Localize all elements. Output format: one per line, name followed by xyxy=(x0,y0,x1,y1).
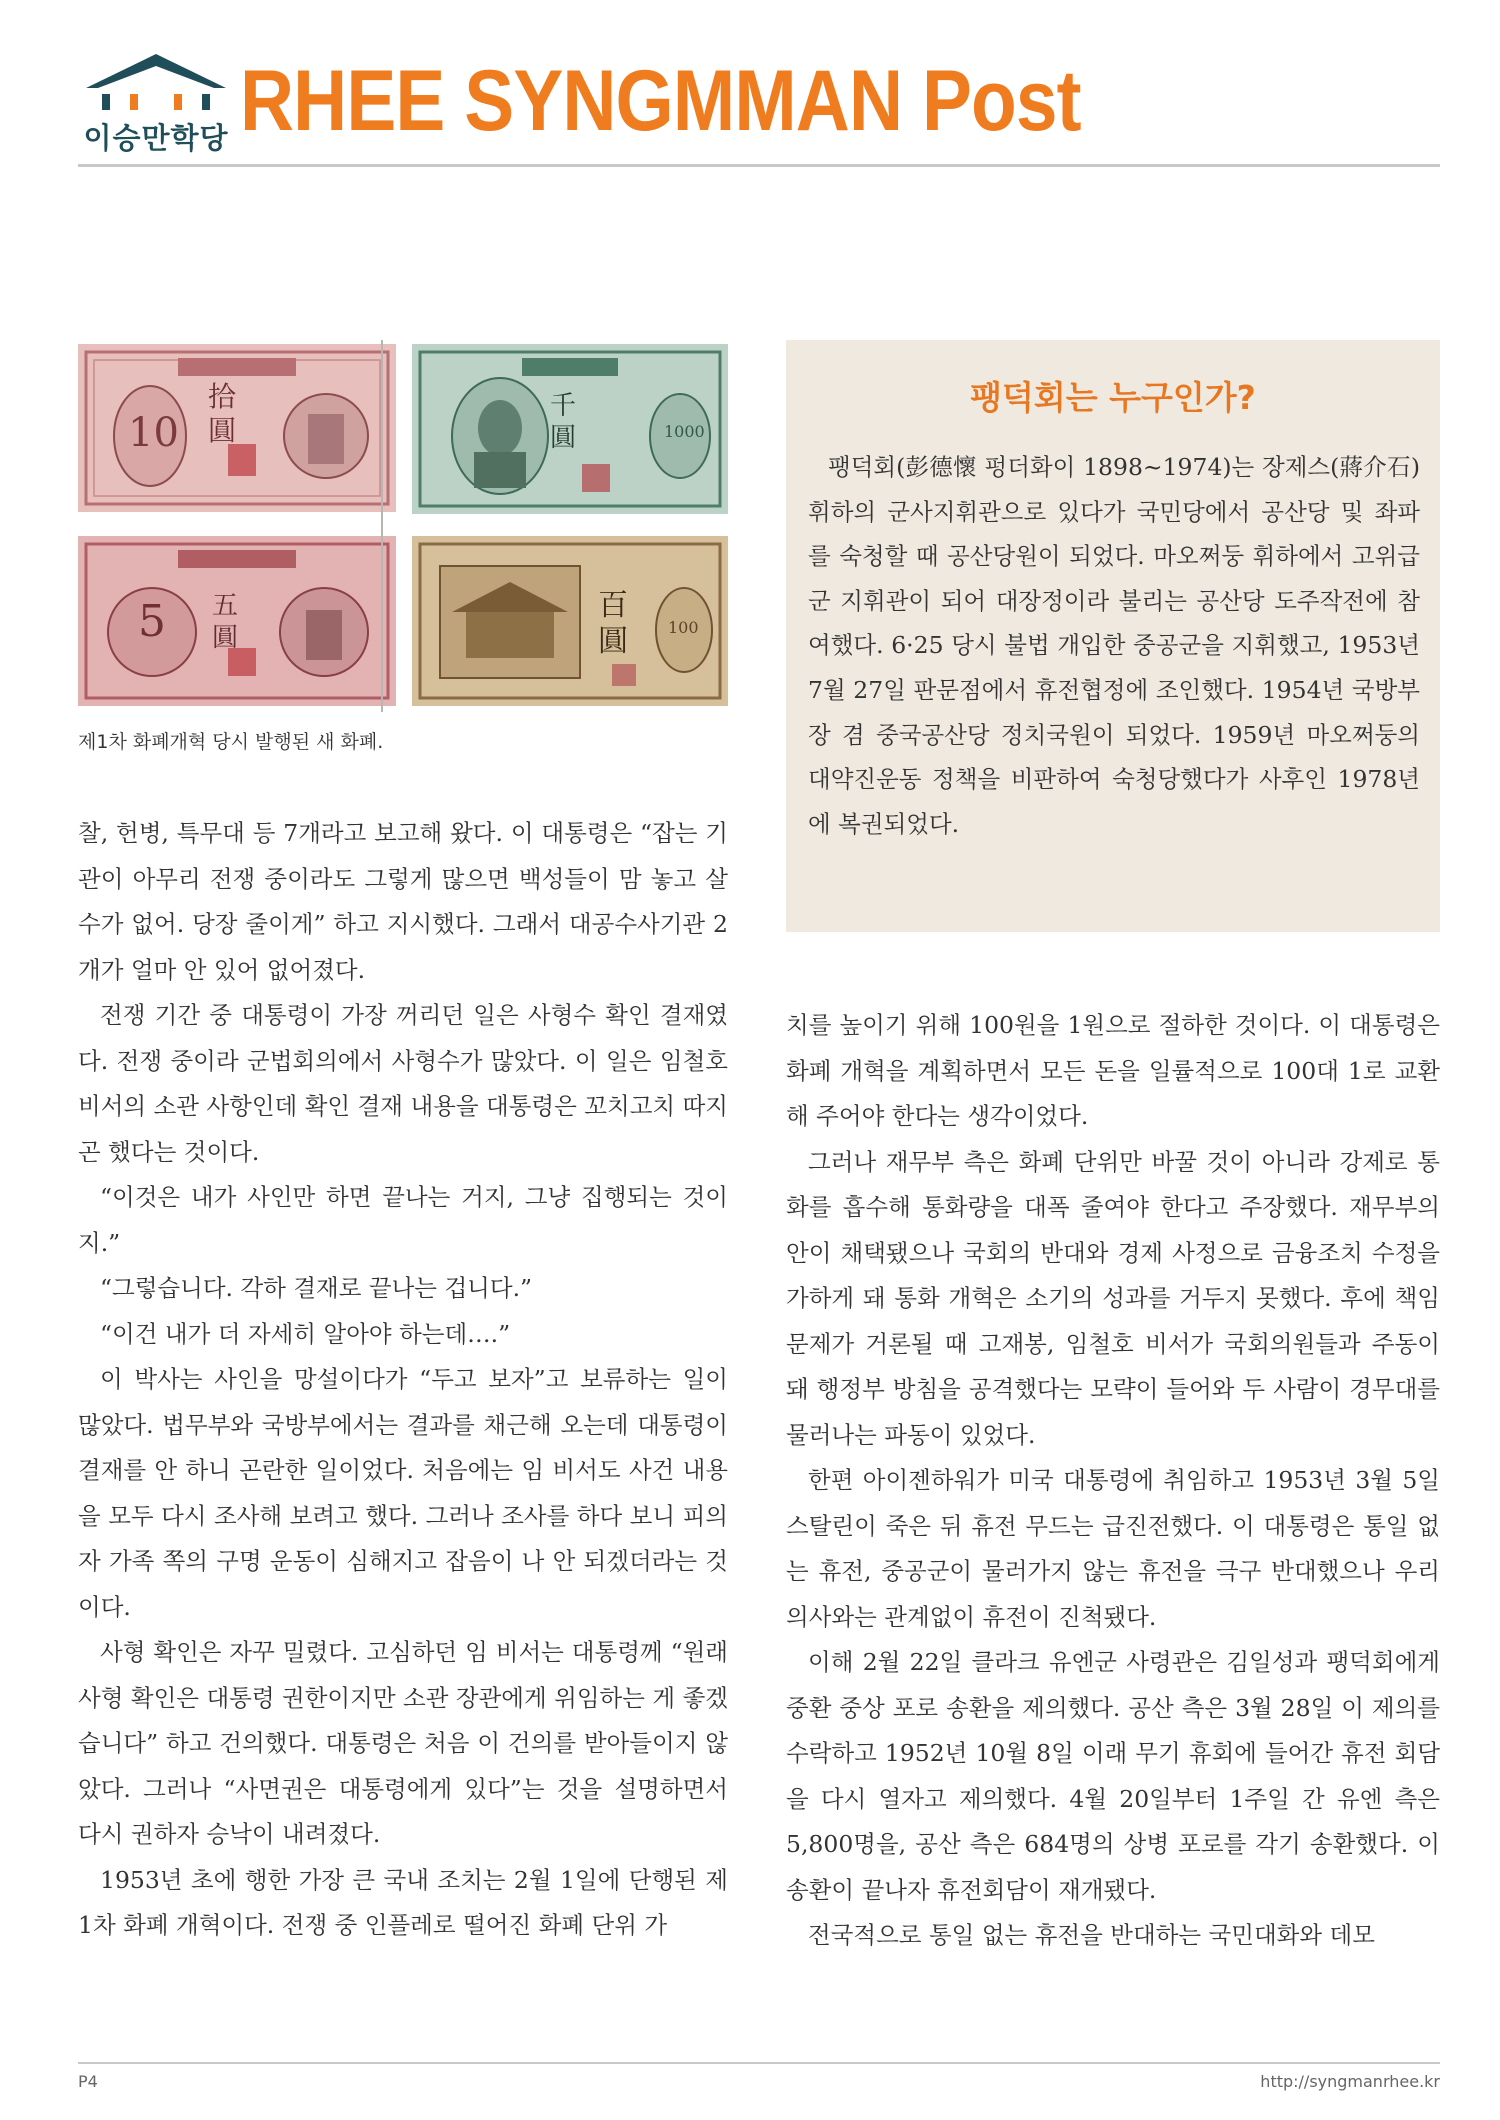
article-right-column xyxy=(786,1003,1440,1959)
photo-caption: 제1차 화폐개혁 당시 발행된 새 화폐. xyxy=(78,731,384,753)
paragraph: 그러나 재무부 측은 화폐 단위만 바꿀 것이 아니라 강제로 통화를 흡수해 통화량을 대폭 줄여야 한다고 주장했다. 재무부의 안이 채택됐으나 국회의 반대와 경제 사정으로 금융조치 수정을 가하게 돼 통화 개혁은 소기의 성과를 거두지 못했다. 후에 책임 문제가 거론될 때 고재봉, 임철호 비서가 국회의원들과 주동이 돼 행정부 방침을 공격했다는 모략이 들어와 두 사람이 경무대를 물러나는 파동이 있었다. xyxy=(786,1147,1440,1449)
paragraph: 찰, 헌병, 특무대 등 7개라고 보고해 왔다. 이 대통령은 “잡는 기관이 아무리 전쟁 중이라도 그렇게 많으면 백성들이 맘 놓고 살 수가 없어. 당장 줄이게” 하고 지시했다. 그래서 대공수사기관 2개가 얼마 안 있어 없어졌다. xyxy=(78,819,728,984)
banknote-100-value: 100 xyxy=(668,618,699,637)
paragraph: 전쟁 기간 중 대통령이 가장 꺼리던 일은 사형수 확인 결재였다. 전쟁 중이라 군법회의에서 사형수가 많았다. 이 일은 임철호 비서의 소관 사항인데 확인 결재 내용을 대통령은 꼬치고치 따지곤 했다는 것이다. xyxy=(78,1001,728,1166)
banknote-100-hanja: 百圓 xyxy=(598,588,628,659)
paragraph: “그렇습니다. 각하 결재로 끝나는 겁니다.” xyxy=(100,1274,533,1302)
paragraph: 한편 아이젠하워가 미국 대통령에 취임하고 1953년 3월 5일 스탈린이 죽은 뒤 휴전 무드는 급진전했다. 이 대통령은 통일 없는 휴전, 중공군이 물러가지 않는 휴전을 극구 반대했으나 우리 의사와는 관계없이 휴전이 진척됐다. xyxy=(786,1466,1441,1631)
paragraph: 이 박사는 사인을 망설이다가 “두고 보자”고 보류하는 일이 많았다. 법무부와 국방부에서는 결과를 채근해 오는데 대통령이 결재를 안 하니 곤란한 일이었다. 처음에는 임 비서도 사건 내용을 모두 다시 조사해 보려고 했다. 그러나 조사를 하다 보니 피의자 가족 쪽의 구명 운동이 심해지고 잡음이 나 안 되겠더라는 것이다. xyxy=(78,1365,728,1621)
paragraph: 이해 2월 22일 클라크 유엔군 사령관은 김일성과 팽덕회에게 중환 중상 포로 송환을 제의했다. 공산 측은 3월 28일 이 제의를 수락하고 1952년 10월 8일 이래 무기 휴회에 들어간 휴전 회담을 다시 열자고 제의했다. 4월 20일부터 1주일 간 유엔 측은 5,800명을, 공산 측은 684명의 상병 포로를 각기 송환했다. 이 송환이 끝나자 휴전회담이 재개됐다. xyxy=(786,1648,1440,1904)
banknote-photo xyxy=(78,340,728,712)
logo-text: 이승만학당 xyxy=(83,121,229,155)
banknote-1000-hanja: 千圓 xyxy=(550,391,577,453)
banknote-5-value: 5 xyxy=(138,596,166,647)
paragraph: 치를 높이기 위해 100원을 1원으로 절하한 것이다. 이 대통령은 화폐 개혁을 계획하면서 모든 돈을 일률적으로 100대 1로 교환해 주어야 한다는 생각이었다. xyxy=(786,1011,1440,1130)
banknote-1000-value: 1000 xyxy=(664,422,705,441)
paragraph: 사형 확인은 자꾸 밀렸다. 고심하던 임 비서는 대통령께 “원래 사형 확인은 대통령 권한이지만 소관 장관에게 위임하는 게 좋겠습니다” 하고 건의했다. 대통령은 처음 이 건의를 받아들이지 않았다. 그러나 “사면권은 대통령에게 있다”는 것을 설명하면서 다시 권하자 승낙이 내려졌다. xyxy=(78,1638,728,1848)
banknote-5-hanja: 五圓 xyxy=(212,591,239,653)
paragraph: 전국적으로 통일 없는 휴전을 반대하는 국민대화와 데모 xyxy=(808,1921,1375,1949)
paragraph: 1953년 초에 행한 가장 큰 국내 조치는 2월 1일에 단행된 제1차 화폐 개혁이다. 전쟁 중 인플레로 떨어진 화폐 단위 가 xyxy=(78,1865,728,1939)
banknote-10-value: 10 xyxy=(128,410,179,456)
header-divider xyxy=(78,164,1440,167)
photo-divider xyxy=(381,340,383,712)
banknote-10-hanja: 拾圓 xyxy=(208,380,237,447)
publication-title: RHEE SYNGMMAN Post xyxy=(240,53,1081,149)
sidebar-title: 팽덕회는 누구인가? xyxy=(970,378,1256,417)
paragraph: “이건 내가 더 자세히 알아야 하는데….” xyxy=(100,1319,511,1348)
article-left-column xyxy=(78,811,728,1949)
page-number: P4 xyxy=(78,2072,98,2091)
sidebar-box xyxy=(786,340,1440,932)
website-link[interactable]: http://syngmanrhee.kr xyxy=(1260,2072,1440,2091)
sidebar-body: 팽덕회(彭德懷 펑더화이 1898~1974)는 장제스(蔣介石) 휘하의 군사지휘관으로 있다가 국민당에서 공산당 및 좌파를 숙청할 때 공산당원이 되었다. 마오쩌둥 휘하에서 고위급 군 지휘관이 되어 대장정이라 불리는 공산당 도주작전에 참여했다. 6·25 당시 불법 개입한 중공군을 지휘했고, 1953년 7월 27일 판문점에서 휴전협정에 조인했다. 1954년 국방부장 겸 중국공산당 정치국원이 되었다. 1959년 마오쩌둥의 대약진운동 정책을 비판하여 숙청당했다가 사후인 1978년에 복권되었다. xyxy=(808,453,1420,838)
masthead xyxy=(78,48,1440,166)
school-building-icon xyxy=(78,48,234,114)
paragraph: “이것은 내가 사인만 하면 끝나는 거지, 그냥 집행되는 것이지.” xyxy=(78,1183,728,1257)
footer-divider xyxy=(78,2062,1440,2064)
logo xyxy=(78,48,234,158)
